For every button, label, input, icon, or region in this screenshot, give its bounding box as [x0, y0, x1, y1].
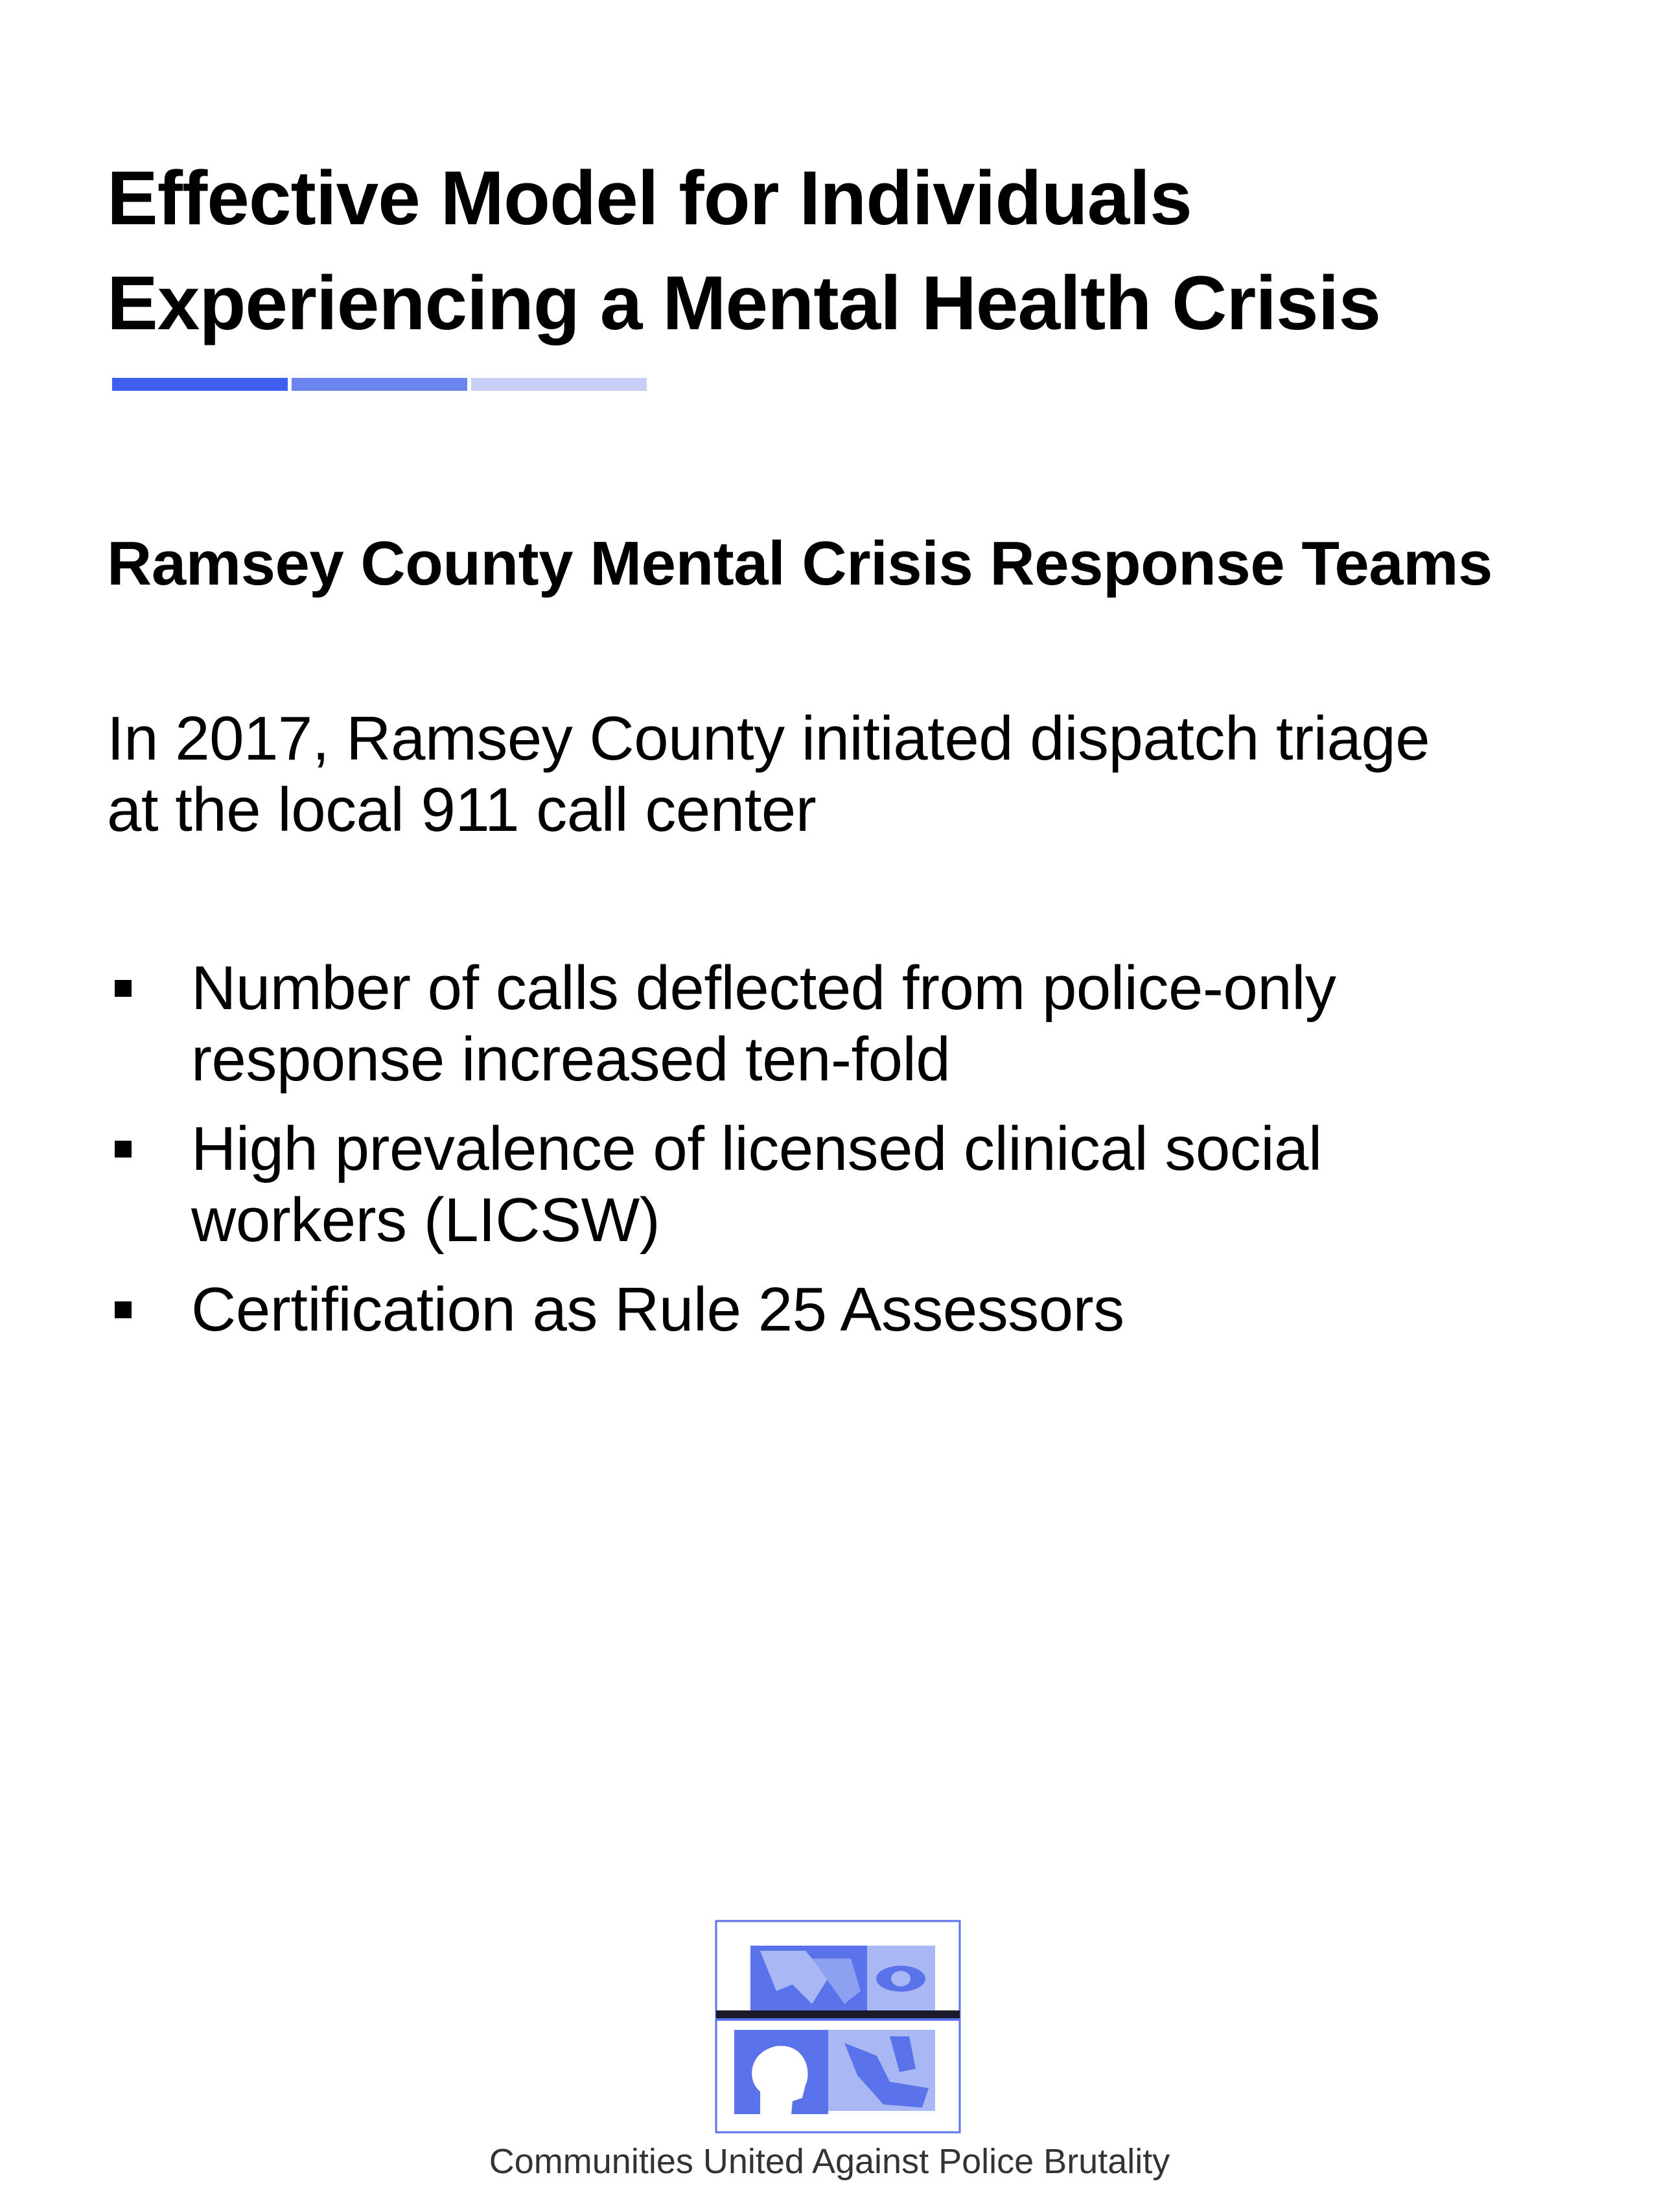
- bullet-text-line: Certification as Rule 25 Assessors: [191, 1275, 1124, 1344]
- cuapb-logo-icon: [715, 1920, 961, 2134]
- title-underline: [112, 378, 647, 391]
- bullet-text-line: Number of calls deflected from police-only: [191, 953, 1336, 1023]
- underline-segment-1: [112, 378, 288, 391]
- title-line-1: Effective Model for Individuals: [107, 156, 1192, 241]
- organization-name: Communities United Against Police Brutality: [489, 2142, 1170, 2181]
- bullet-text-line: response increased ten-fold: [191, 1025, 951, 1094]
- bullet-item: [107, 1274, 1597, 1345]
- title-line-2: Experiencing a Mental Health Crisis: [107, 261, 1381, 346]
- bullet-text-line: High prevalence of licensed clinical social: [191, 1114, 1322, 1183]
- bullet-item: [107, 1113, 1597, 1256]
- intro-line-2: at the local 911 call center: [107, 775, 817, 844]
- intro-line-1: In 2017, Ramsey County initiated dispatch triage: [107, 704, 1430, 773]
- bullet-item: [107, 953, 1597, 1095]
- bullet-list: [107, 953, 1597, 1364]
- underline-segment-3: [471, 378, 647, 391]
- slide-title: [107, 146, 1565, 356]
- square-bullet-icon: [115, 980, 132, 997]
- intro-paragraph: [107, 703, 1597, 846]
- square-bullet-icon: [115, 1301, 132, 1318]
- bullet-text-line: workers (LICSW): [191, 1185, 660, 1255]
- underline-segment-2: [292, 378, 467, 391]
- square-bullet-icon: [115, 1141, 132, 1158]
- section-subtitle: Ramsey County Mental Crisis Response Teams: [107, 529, 1492, 598]
